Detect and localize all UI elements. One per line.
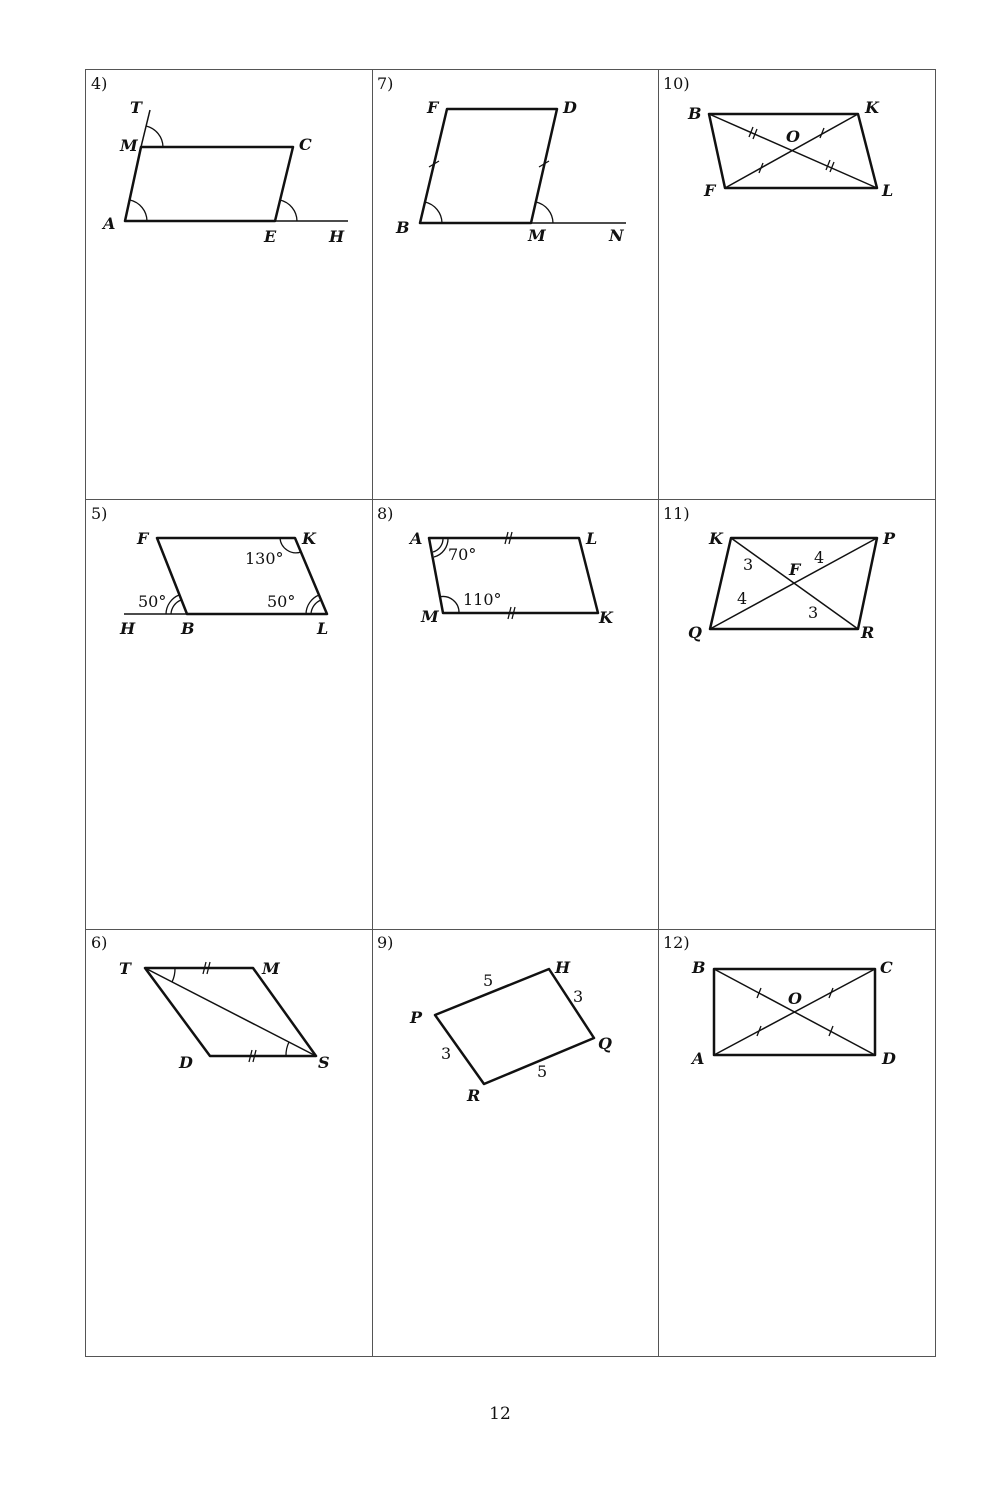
problem-number: 12)	[663, 933, 690, 952]
vertex-label: F	[789, 560, 801, 579]
figure-quadrilateral-phqr	[435, 969, 594, 1084]
side-length: 3	[573, 987, 584, 1006]
vertex-label: L	[586, 529, 598, 548]
segment-length: 4	[814, 548, 825, 567]
vertex-label: K	[709, 529, 723, 548]
problem-number: 9)	[377, 933, 394, 952]
vertex-label: O	[788, 989, 802, 1008]
vertex-label: A	[103, 214, 116, 233]
vertex-label: S	[318, 1053, 330, 1072]
vertex-label: L	[882, 181, 894, 200]
vertex-label: B	[396, 218, 410, 237]
vertex-label: K	[599, 608, 613, 627]
problem-number: 8)	[377, 504, 394, 523]
vertex-label: P	[883, 529, 896, 548]
problem-number: 6)	[91, 933, 108, 952]
vertex-label: H	[329, 227, 345, 246]
vertex-label: E	[264, 227, 277, 246]
side-length: 5	[537, 1062, 548, 1081]
problem-number: 11)	[663, 504, 690, 523]
segment-length: 4	[737, 589, 748, 608]
vertex-label: P	[410, 1008, 423, 1027]
segment-length: 3	[808, 603, 819, 622]
vertex-label: T	[130, 98, 142, 117]
problem-number: 10)	[663, 74, 690, 93]
vertex-label: H	[555, 958, 571, 977]
vertex-label: B	[181, 619, 195, 638]
side-length: 5	[483, 971, 494, 990]
vertex-label: B	[688, 104, 702, 123]
angle-value: 70°	[448, 545, 477, 564]
vertex-label: F	[137, 529, 149, 548]
vertex-label: O	[786, 127, 800, 146]
vertex-label: M	[421, 607, 439, 626]
vertex-label: Q	[688, 623, 702, 642]
angle-value: 130°	[245, 549, 284, 568]
vertex-label: C	[880, 958, 893, 977]
vertex-label: F	[704, 181, 716, 200]
vertex-label: K	[302, 529, 316, 548]
vertex-label: M	[528, 226, 546, 245]
vertex-label: K	[865, 98, 879, 117]
vertex-label: F	[427, 98, 439, 117]
figure-parallelogram-kpqr	[710, 538, 877, 629]
vertex-label: N	[609, 226, 624, 245]
page-number: 12	[489, 1404, 511, 1424]
vertex-label: Q	[598, 1034, 612, 1053]
problem-number: 5)	[91, 504, 108, 523]
figure-parallelogram-amce	[125, 110, 348, 221]
figure-rectangle-bcad	[714, 969, 875, 1055]
vertex-label: R	[467, 1086, 481, 1105]
vertex-label: R	[861, 623, 875, 642]
vertex-label: D	[179, 1053, 193, 1072]
angle-value: 50°	[138, 592, 167, 611]
side-length: 3	[441, 1044, 452, 1063]
vertex-label: D	[563, 98, 577, 117]
vertex-label: A	[692, 1049, 705, 1068]
angle-value: 110°	[463, 590, 502, 609]
vertex-label: B	[692, 958, 706, 977]
problem-number: 7)	[377, 74, 394, 93]
vertex-label: C	[299, 135, 312, 154]
vertex-label: T	[119, 959, 131, 978]
vertex-label: A	[410, 529, 423, 548]
vertex-label: M	[120, 136, 138, 155]
figure-parallelogram-bkfl	[709, 114, 877, 188]
angle-value: 50°	[267, 592, 296, 611]
problem-number: 4)	[91, 74, 108, 93]
vertex-label: H	[120, 619, 136, 638]
vertex-label: M	[262, 959, 280, 978]
vertex-label: D	[882, 1049, 896, 1068]
figure-parallelogram-tmds	[145, 962, 316, 1062]
vertex-label: L	[317, 619, 329, 638]
figure-parallelogram-fdbm	[420, 109, 626, 223]
segment-length: 3	[743, 555, 754, 574]
